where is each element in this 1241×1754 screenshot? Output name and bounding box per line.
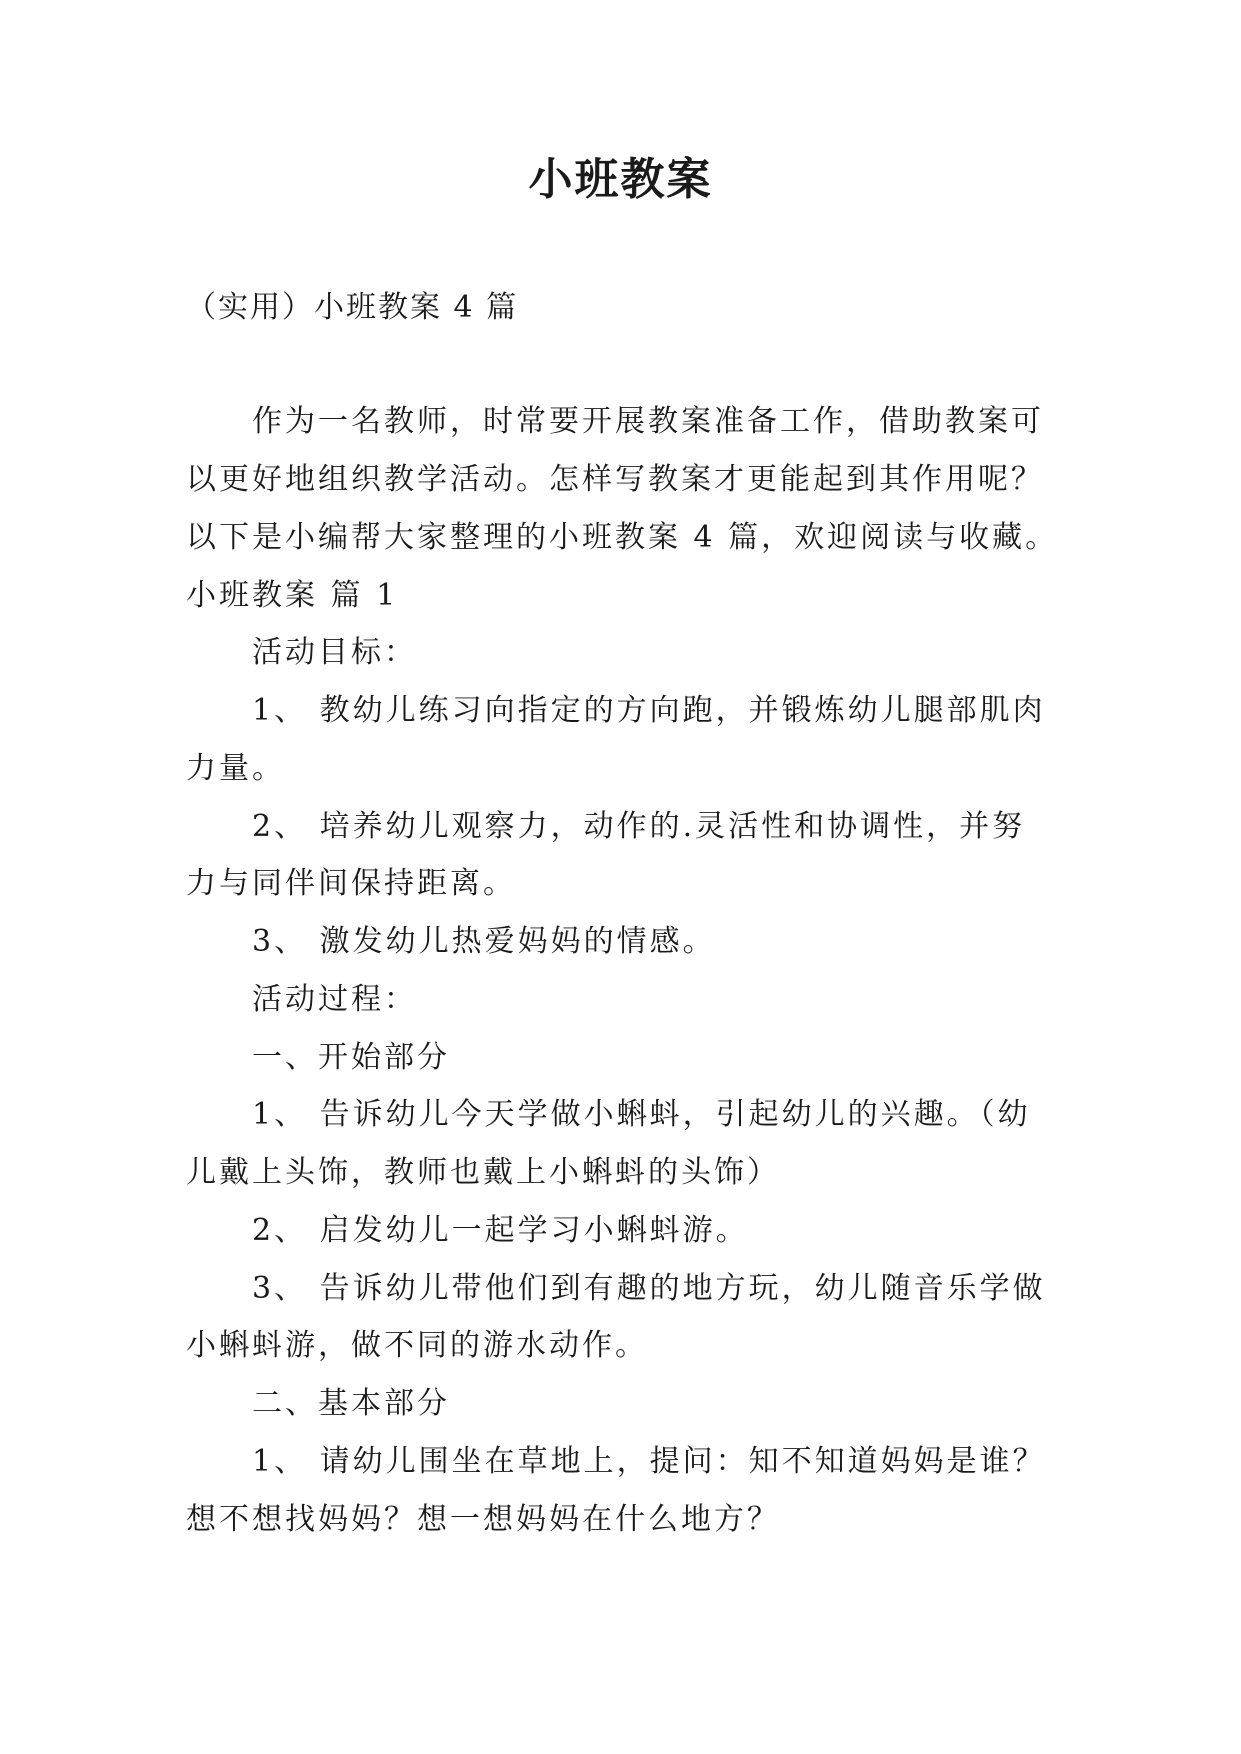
paragraph-line: 想不想找妈妈？想一想妈妈在什么地方？ (186, 1502, 780, 1537)
paragraph-line: 2、 启发幼儿一起学习小蝌蚪游。 (252, 1213, 749, 1248)
paragraph-line: 儿戴上头饰，教师也戴上小蝌蚪的头饰） (186, 1155, 780, 1190)
paragraph-line: 力与同伴间保持距离。 (186, 866, 516, 901)
paragraph-line: 1、 告诉幼儿今天学做小蝌蚪，引起幼儿的兴趣。（幼 (252, 1097, 1031, 1132)
paragraph-line: 1、 教幼儿练习向指定的方向跑，并锻炼幼儿腿部肌肉 (252, 693, 1046, 728)
paragraph-line: 活动过程： (252, 982, 417, 1017)
paragraph-line: 3、 告诉幼儿带他们到有趣的地方玩，幼儿随音乐学做 (252, 1271, 1046, 1306)
paragraph-line: 以下是小编帮大家整理的小班教案 4 篇，欢迎阅读与收藏。 (186, 520, 1059, 555)
paragraph-line: 活动目标： (252, 635, 417, 670)
paragraph-line: 二、基本部分 (252, 1386, 450, 1421)
paragraph-line: 力量。 (186, 751, 285, 786)
paragraph-line: 2、 培养幼儿观察力，动作的.灵活性和协调性，并努 (252, 809, 1026, 844)
paragraph-line: 小蝌蚪游，做不同的游水动作。 (186, 1328, 648, 1363)
paragraph-line: 一、开始部分 (252, 1040, 450, 1075)
document-title: 小班教案 (528, 154, 713, 205)
document-subtitle: （实用）小班教案 4 篇 (186, 290, 519, 325)
paragraph-line: 3、 激发幼儿热爱妈妈的情感。 (252, 924, 716, 959)
paragraph-line: 以更好地组织教学活动。怎样写教案才更能起到其作用呢？ (186, 462, 1044, 497)
paragraph-line: 作为一名教师，时常要开展教案准备工作，借助教案可 (252, 404, 1044, 439)
paragraph-line: 1、 请幼儿围坐在草地上，提问：知不知道妈妈是谁？ (252, 1444, 1046, 1479)
section-heading: 小班教案 篇 1 (186, 578, 399, 613)
